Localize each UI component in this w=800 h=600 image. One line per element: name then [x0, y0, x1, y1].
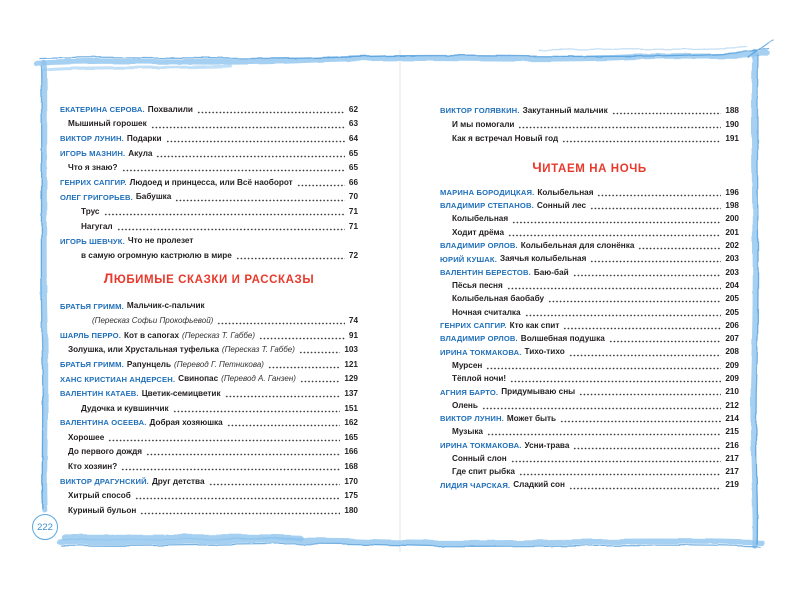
entry-title: Заячья колыбельная: [499, 254, 587, 264]
toc-entry: [440, 359, 739, 372]
entry-title: Похвалили: [147, 104, 193, 114]
entry-title: Мурсен: [452, 360, 483, 370]
section-heading: ЧИТАЕМ НА НОЧЬ: [532, 160, 647, 175]
dot-leader: [563, 322, 721, 330]
page-number: 166: [344, 447, 358, 457]
toc-entry: [60, 474, 358, 489]
author-name: МАРИНА БОРОДИЦКАЯ.: [440, 188, 535, 198]
entry-title: Золушка, или Хрустальная туфелька: [68, 345, 219, 355]
translator-note: (Перевод Г. Петникова): [174, 359, 264, 369]
page-number: 200: [725, 214, 739, 224]
page-number: 196: [725, 187, 739, 197]
entry-title: Подарки: [126, 134, 162, 144]
dot-leader: [227, 419, 341, 427]
frame-right-wash: [753, 52, 755, 546]
toc-entry: [440, 132, 739, 146]
dot-leader: [511, 455, 722, 463]
page-number: 207: [725, 334, 739, 344]
author-name: ИГОРЬ ШЕВЧУК.: [60, 236, 125, 246]
dot-leader: [638, 242, 721, 250]
frame-top-left-double-wash: [44, 66, 230, 70]
page-number: 137: [344, 388, 358, 398]
page-number: 201: [725, 227, 739, 237]
author-name: ОЛЕГ ГРИГОРЬЕВ.: [60, 192, 133, 202]
entry-title: Мальчик-с-пальчик: [126, 301, 205, 311]
author-name: ИРИНА ТОКМАКОВА.: [440, 440, 522, 450]
dot-leader: [579, 388, 721, 396]
translator-note: (Пересказ Софьи Прокофьевой): [92, 316, 214, 326]
entry-title: Колыбельная баобабу: [452, 294, 545, 304]
toc-entry: [440, 333, 739, 346]
entry-title: До первого дождя: [68, 447, 143, 457]
dot-leader: [135, 492, 341, 500]
page-number: 62: [348, 104, 358, 114]
entry-title: Тихо-тихо: [524, 347, 565, 357]
toc-entry: [60, 489, 358, 504]
entry-title: Ходит дрёма: [452, 227, 505, 237]
dot-leader: [140, 507, 340, 515]
entry-title: Людоед и принцесса, или Всё наоборот: [129, 177, 293, 187]
entry-title: Бабушка: [135, 192, 172, 202]
page-number: 205: [725, 294, 739, 304]
page-number: 203: [725, 267, 739, 277]
toc-right-column: [440, 104, 739, 492]
dot-leader: [510, 375, 721, 383]
toc-entry: [60, 358, 358, 373]
page-number: 65: [348, 163, 358, 173]
dot-leader: [104, 208, 345, 216]
toc-entry: [440, 426, 739, 439]
author-name: ВИКТОР ДРАГУНСКИЙ.: [60, 476, 149, 486]
toc-entry: [60, 416, 358, 431]
page-number: 219: [725, 480, 739, 490]
dot-leader: [562, 135, 721, 143]
dot-leader: [508, 229, 721, 237]
page-number: 162: [344, 418, 358, 428]
toc-entry: [60, 299, 358, 314]
toc-entry: [60, 161, 358, 176]
page-number: 203: [725, 254, 739, 264]
page-number: 205: [725, 307, 739, 317]
entry-title: Дудочка и кувшинчик: [81, 403, 169, 413]
toc-entry: [440, 479, 739, 492]
toc-entry: [440, 373, 739, 386]
toc-entry: [60, 504, 358, 519]
author-name: ШАРЛЬ ПЕРРО.: [60, 330, 121, 340]
entry-title: Кот в сапогах: [123, 330, 180, 340]
toc-entry: [60, 431, 358, 446]
page-number: 71: [348, 207, 358, 217]
toc-entry: [60, 249, 358, 264]
entry-title: Может быть: [506, 413, 557, 423]
dot-leader: [609, 335, 722, 343]
dot-leader: [156, 150, 344, 158]
author-name: ХАНС КРИСТИАН АНДЕРСЕН.: [60, 374, 176, 384]
page-number: 151: [344, 403, 358, 413]
toc-left-column: [60, 103, 358, 518]
toc-entry: [440, 346, 739, 359]
toc-entry: [440, 104, 739, 118]
dot-leader: [525, 309, 722, 317]
dot-leader: [209, 478, 341, 486]
dot-leader: [121, 463, 340, 471]
author-name: ВАЛЕНТИНА ОСЕЕВА.: [60, 418, 147, 428]
dot-leader: [590, 202, 721, 210]
dot-leader: [612, 107, 722, 115]
dot-leader: [268, 361, 340, 369]
entry-title: Сонный слон: [452, 453, 507, 463]
entry-title: Колыбельная для слонёнка: [520, 241, 635, 251]
page-number: 204: [725, 280, 739, 290]
page-number: 70: [348, 192, 358, 202]
entry-title: Нагугал: [81, 221, 113, 231]
author-name: ВЛАДИМИР ОРЛОВ.: [440, 241, 518, 251]
entry-title: Сонный лес: [536, 201, 587, 211]
dot-leader: [236, 252, 345, 260]
entry-title: Усни-трава: [524, 440, 570, 450]
page-number: 191: [725, 133, 739, 143]
toc-entry: [60, 190, 358, 205]
dot-leader: [217, 317, 345, 325]
author-name: ГЕНРИХ САПГИР.: [440, 321, 507, 331]
author-name: ВАЛЕНТИН БЕРЕСТОВ.: [440, 267, 531, 277]
entry-title: Трус: [81, 207, 100, 217]
dot-leader: [590, 255, 721, 263]
author-name: ВЛАДИМИР ОРЛОВ.: [440, 334, 518, 344]
entry-title: Олень: [452, 400, 478, 410]
toc-entry: [60, 445, 358, 460]
frame-top-right-faint: [540, 47, 748, 50]
page-number: 170: [344, 476, 358, 486]
entry-title: Пёсья песня: [452, 280, 503, 290]
page-number: 217: [725, 467, 739, 477]
entry-title: Сладкий сон: [513, 480, 566, 490]
author-name: БРАТЬЯ ГРИММ.: [60, 360, 124, 370]
page-number: 71: [348, 221, 358, 231]
frame-bottom-left-wash: [64, 537, 300, 538]
section-heading: ЛЮБИМЫЕ СКАЗКИ И РАССКАЗЫ: [103, 270, 315, 286]
author-name: ВИКТОР ЛУНИН.: [60, 134, 124, 144]
toc-entry: [60, 343, 358, 358]
page-number: 72: [348, 250, 358, 260]
entry-title: Рапунцель: [126, 359, 172, 369]
toc-entry: [440, 253, 739, 266]
toc-entry: [440, 118, 739, 132]
page-number: 63: [348, 119, 358, 129]
toc-entry: [440, 266, 739, 279]
page-number: 103: [344, 345, 358, 355]
entry-title: Мышиный горошек: [68, 119, 147, 129]
author-name: ЕКАТЕРИНА СЕРОВА.: [60, 105, 145, 115]
dot-leader: [482, 402, 721, 410]
page-number: 91: [348, 330, 358, 340]
translator-note: (Пересказ Т. Габбе): [182, 330, 256, 340]
dot-leader: [548, 295, 721, 303]
page-number: 165: [344, 432, 358, 442]
page-number: 129: [344, 374, 358, 384]
toc-entry: [440, 226, 739, 239]
page-number: 217: [725, 453, 739, 463]
translator-note: (Пересказ Т. Габбе): [221, 345, 295, 355]
entry-title: Волшебная подушка: [520, 334, 605, 344]
entry-title: Хитрый способ: [68, 491, 131, 501]
toc-entry: [440, 412, 739, 425]
dot-leader: [512, 216, 721, 224]
page-number: 175: [344, 491, 358, 501]
author-name: БРАТЬЯ ГРИММ.: [60, 301, 124, 311]
entry-title: Ночная считалка: [452, 307, 521, 317]
page-number: 198: [725, 201, 739, 211]
toc-entry: [440, 466, 739, 479]
dot-leader: [300, 375, 340, 383]
dot-leader: [299, 346, 340, 354]
entry-title: Свинопас: [178, 374, 219, 384]
dot-leader: [518, 121, 721, 129]
dot-leader: [487, 428, 721, 436]
toc-entry: [440, 439, 739, 452]
page-number: 65: [348, 148, 358, 158]
page-number: 168: [344, 461, 358, 471]
dot-leader: [166, 135, 345, 143]
entry-title: Закутанный мальчик: [522, 105, 608, 115]
dot-leader: [519, 468, 721, 476]
dot-leader: [173, 405, 341, 413]
author-name: ИГОРЬ МАЗНИН.: [60, 148, 126, 158]
toc-entry: [60, 103, 358, 118]
page-number: 64: [348, 134, 358, 144]
entry-title: Что не пролезет: [127, 236, 194, 246]
author-name: АГНИЯ БАРТО.: [440, 387, 499, 397]
toc-entry: [60, 460, 358, 475]
toc-entry: [60, 132, 358, 147]
author-name: ЮРИЙ КУШАК.: [440, 254, 497, 264]
dot-leader: [117, 223, 345, 231]
entry-title: Что я знаю?: [68, 163, 118, 173]
page-number: 180: [344, 505, 358, 515]
entry-title: Куриный бульон: [68, 505, 137, 515]
page-number: 74: [348, 315, 358, 325]
page-number: 202: [725, 241, 739, 251]
entry-title: в самую огромную кастрюлю в мире: [81, 250, 232, 260]
dot-leader: [225, 390, 341, 398]
page-number: 208: [725, 347, 739, 357]
page-number: 215: [725, 427, 739, 437]
author-name: ГЕНРИХ САПГИР.: [60, 178, 127, 188]
author-name: ВИКТОР ЛУНИН.: [440, 414, 504, 424]
toc-entry: [60, 328, 358, 343]
entry-title: Как я встречал Новый год: [452, 133, 559, 143]
toc-entry: [60, 401, 358, 416]
entry-title: Музыка: [452, 427, 483, 437]
toc-entry: [440, 186, 739, 199]
dot-leader: [507, 282, 722, 290]
toc-entry: [440, 386, 739, 399]
page-number: 216: [725, 440, 739, 450]
author-name: ИРИНА ТОКМАКОВА.: [440, 347, 522, 357]
entry-title: Цветик-семицветик: [141, 388, 221, 398]
entry-title: Друг детства: [151, 476, 205, 486]
toc-entry: [440, 306, 739, 319]
toc-entry: [60, 234, 358, 249]
entry-title: Акула: [128, 148, 153, 158]
page-number: 210: [725, 387, 739, 397]
entry-title: Кто хозяин?: [68, 461, 118, 471]
page-number: 209: [725, 374, 739, 384]
toc-entry: [60, 372, 358, 387]
author-name: ВЛАДИМИР СТЕПАНОВ.: [440, 201, 534, 211]
entry-title: Баю-бай: [533, 267, 569, 277]
dot-leader: [151, 121, 345, 129]
toc-entry: [60, 219, 358, 234]
dot-leader: [486, 362, 721, 370]
dot-leader: [146, 448, 340, 456]
page-number: 121: [344, 359, 358, 369]
dot-leader: [560, 415, 721, 423]
toc-entry: [440, 240, 739, 253]
toc-entry: [440, 293, 739, 306]
folio-number: 222: [37, 521, 53, 533]
entry-title: Колыбельная: [537, 187, 594, 197]
dot-leader: [297, 179, 345, 187]
toc-entry: [440, 452, 739, 465]
dot-leader: [108, 434, 340, 442]
page-number: 214: [725, 413, 739, 423]
toc-entry: [440, 399, 739, 412]
toc-entry: [440, 213, 739, 226]
toc-entry: [440, 319, 739, 332]
entry-title: Кто как спит: [509, 320, 560, 330]
dot-leader: [573, 269, 722, 277]
page-number: 212: [725, 400, 739, 410]
dot-leader: [175, 194, 345, 202]
entry-title: Придумываю сны: [501, 387, 576, 397]
translator-note: (Перевод А. Ганзен): [221, 374, 296, 384]
dot-leader: [122, 164, 345, 172]
page-number: 66: [348, 177, 358, 187]
entry-title: Где спит рыбка: [452, 467, 515, 477]
toc-entry: [440, 200, 739, 213]
author-name: ВАЛЕНТИН КАТАЕВ.: [60, 389, 139, 399]
toc-entry: [60, 146, 358, 161]
dot-leader: [597, 189, 721, 197]
frame-bottom-wash: [60, 540, 762, 543]
toc-entry: [60, 117, 358, 132]
dot-leader: [569, 349, 722, 357]
entry-title: И мы помогали: [452, 119, 515, 129]
entry-title: Тёплой ночи!: [452, 374, 507, 384]
author-name: ВИКТОР ГОЛЯВКИН.: [440, 106, 520, 116]
toc-entry: [60, 176, 358, 191]
frame-left-wash: [44, 62, 46, 510]
page-number: 206: [725, 320, 739, 330]
page-number: 209: [725, 360, 739, 370]
folio-badge: [32, 514, 58, 540]
page-number: 190: [725, 119, 739, 129]
dot-leader: [259, 332, 345, 340]
toc-entry: [440, 279, 739, 292]
entry-title: Хорошее: [68, 432, 105, 442]
page-number: 188: [725, 105, 739, 115]
toc-entry: [60, 205, 358, 220]
entry-title: Добрая хозяюшка: [149, 418, 223, 428]
toc-entry: [60, 387, 358, 402]
dot-leader: [573, 442, 721, 450]
toc-entry: [60, 314, 358, 329]
dot-leader: [197, 106, 345, 114]
dot-leader: [569, 482, 721, 490]
author-name: ЛИДИЯ ЧАРСКАЯ.: [440, 480, 511, 490]
entry-title: Колыбельная: [452, 214, 509, 224]
